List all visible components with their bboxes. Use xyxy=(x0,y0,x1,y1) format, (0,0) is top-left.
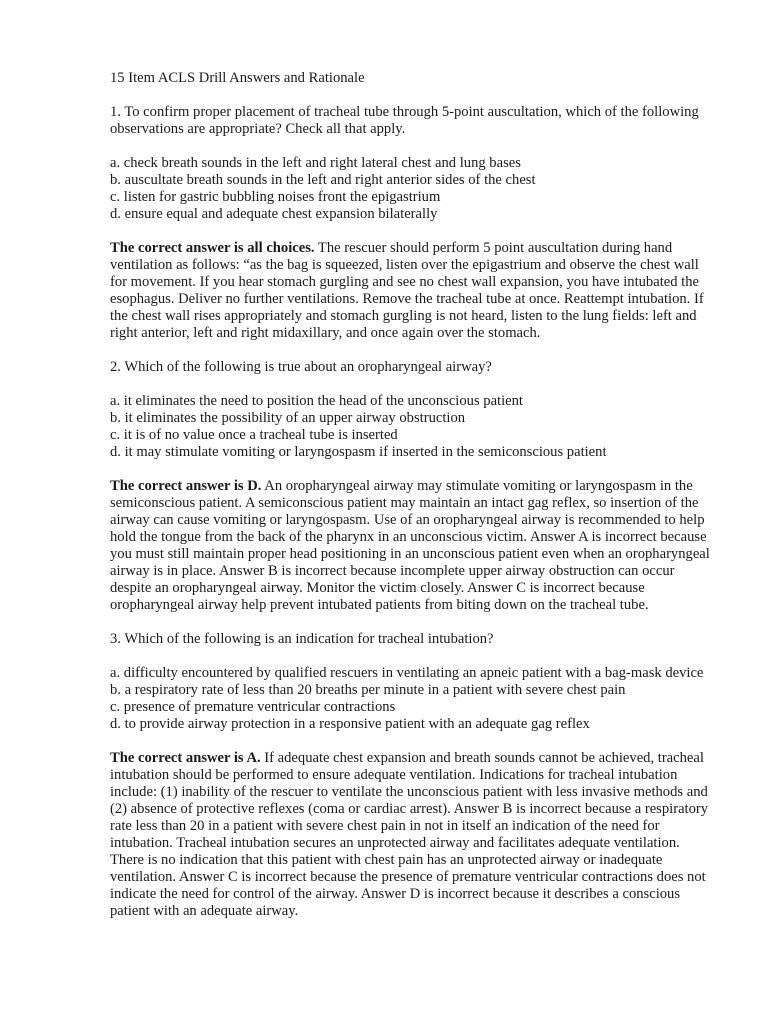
answer-rationale xyxy=(110,240,715,342)
question-item xyxy=(110,104,715,342)
question-item xyxy=(110,631,715,920)
answer-lead: The correct answer is D. xyxy=(110,478,262,494)
answer-lead: The correct answer is A. xyxy=(110,750,261,766)
answer-text: The rescuer should perform 5 point auscultation during hand ventilation as follows: “as the bag is squeezed, listen over the epigastrium and observe the chest wall for movement. If you hear stomach gurgling and see no chest wall expansion, you have intubated the esophagus. Deliver no further ventilations. Remove the tracheal tube at once. Reattempt intubation. If the chest wall rises appropriately and stomach gurgling is not heard, listen to the lung fields: left and right anterior, left and right midaxillary, and once again over the stomach. xyxy=(110,240,704,341)
option-a: a. it eliminates the need to position the head of the unconscious patient xyxy=(110,393,523,409)
document-page xyxy=(110,70,715,937)
option-b: b. auscultate breath sounds in the left and right anterior sides of the chest xyxy=(110,172,536,188)
question-text: 3. Which of the following is an indication for tracheal intubation? xyxy=(110,631,494,647)
option-b: b. it eliminates the possibility of an upper airway obstruction xyxy=(110,410,466,426)
option-d: d. to provide airway protection in a responsive patient with an adequate gag reflex xyxy=(110,716,590,732)
option-b: b. a respiratory rate of less than 20 breaths per minute in a patient with severe chest pain xyxy=(110,682,626,698)
question-text: 1. To confirm proper placement of tracheal tube through 5-point auscultation, which of the following observations are appropriate? Check all that apply. xyxy=(110,104,699,137)
question-text: 2. Which of the following is true about an oropharyngeal airway? xyxy=(110,359,492,375)
options-list xyxy=(110,155,715,223)
option-d: d. it may stimulate vomiting or laryngospasm if inserted in the semiconscious patient xyxy=(110,444,607,460)
answer-rationale xyxy=(110,750,715,920)
answer-text: If adequate chest expansion and breath sounds cannot be achieved, tracheal intubation should be performed to ensure adequate ventilation. Indications for tracheal intubation include: (1) inability of the rescuer to ventilate the unconscious patient with less invasive methods and (2) absence of protective reflexes (coma or cardiac arrest). Answer B is incorrect because a respiratory rate less than 20 in a patient with severe chest pain in not in itself an indication of the need for intubation. Tracheal intubation secures an unprotected airway and facilitates adequate ventilation. There is no indication that this patient with chest pain has an unprotected airway or inadequate ventilation. Answer C is incorrect because the presence of premature ventricular contractions does not indicate the need for control of the airway. Answer D is incorrect because it describes a conscious patient with an adequate airway. xyxy=(110,750,709,919)
options-list xyxy=(110,393,715,461)
answer-lead: The correct answer is all choices. xyxy=(110,240,315,256)
answer-rationale xyxy=(110,478,715,614)
option-d: d. ensure equal and adequate chest expansion bilaterally xyxy=(110,206,438,222)
answer-text: An oropharyngeal airway may stimulate vomiting or laryngospasm in the semiconscious patient. A semiconscious patient may maintain an intact gag reflex, so insertion of the airway can cause vomiting or laryngospasm. Use of an oropharyngeal airway is recommended to help hold the tongue from the back of the pharynx in an unconscious victim. Answer A is incorrect because you must still maintain proper head positioning in an unconscious patient even when an oropharyngeal airway is in place. Answer B is incorrect because incomplete upper airway obstruction can occur despite an oropharyngeal airway. Monitor the victim closely. Answer C is incorrect because oropharyngeal airway help prevent intubated patients from biting down on the tracheal tube. xyxy=(110,478,710,613)
document-title: 15 Item ACLS Drill Answers and Rationale xyxy=(110,70,365,86)
question-item xyxy=(110,359,715,614)
option-c: c. presence of premature ventricular contractions xyxy=(110,699,396,715)
option-a: a. difficulty encountered by qualified rescuers in ventilating an apneic patient with a bag-mask device xyxy=(110,665,704,681)
options-list xyxy=(110,665,715,733)
option-c: c. listen for gastric bubbling noises front the epigastrium xyxy=(110,189,441,205)
option-c: c. it is of no value once a tracheal tube is inserted xyxy=(110,427,398,443)
option-a: a. check breath sounds in the left and right lateral chest and lung bases xyxy=(110,155,521,171)
